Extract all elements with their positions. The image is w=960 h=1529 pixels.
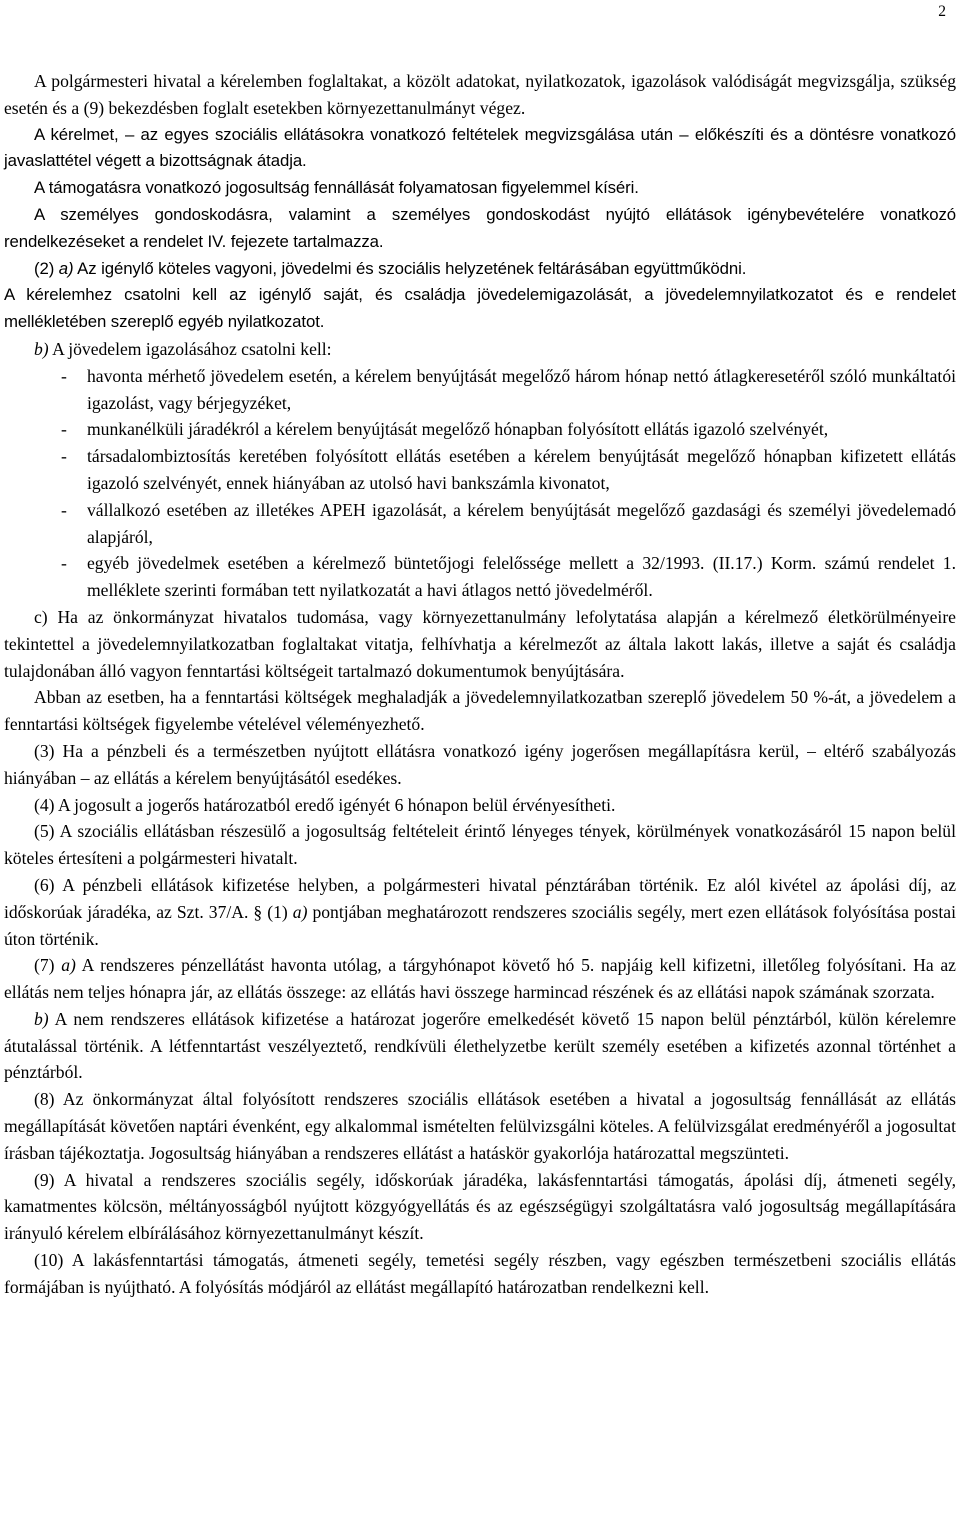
paragraph-5-prefix: (2) (34, 258, 59, 278)
list-item: - egyéb jövedelmek esetében a kérelmező büntetőjogi felelőssége mellett a 32/1993. (II.17.) Korm. számú rendelet 1. melléklete szerinti formában tett nyilatkozatát a havi átlagos nettó jövedelméről. (87, 550, 956, 604)
page-number: 2 (938, 3, 946, 20)
paragraph-16: (8) Az önkormányzat által folyósított rendszeres szociális ellátások esetében a hivatal a jogosultság fennállását az ellátás megállapítását követően naptári évenként, egy alkalommal ismételten felülvizsgálni köteles. A felülvizsgálat eredményéről a jogosultat írásban tájékoztatja. Jogosultság hiányában a rendszeres ellátást a hatáskör gyakorlója határozattal megszünteti. (4, 1089, 956, 1163)
paragraph-15 (4, 1006, 956, 1086)
paragraph-3: A támogatásra vonatkozó jogosultság fennállását folyamatosan figyelemmel kíséri. (34, 178, 639, 198)
paragraph-6: A kérelemhez csatolni kell az igénylő saját, és családja jövedelemigazolását, a jövedelemnyilatkozatot és e rendelet mellékletében szereplő egyéb nyilatkozatot. (4, 285, 956, 332)
document-list (4, 363, 956, 604)
document-body (4, 68, 956, 1301)
list-item: - havonta mérhető jövedelem esetén, a kérelem benyújtását megelőző három hónap nettó átlagkeresetéről szóló munkáltatói igazolást, vagy bérjegyzéket, (87, 363, 956, 417)
paragraph-15-text: A nem rendszeres ellátások kifizetése a határozat jogerőre emelkedését követő 15 napon belül pénztárból, külön kérelemre átutalással történik. A létfenntartást veszélyeztető, rendkívüli élethelyzetbe került személy esetében a kifizetés azonnal történhet a pénztárból. (4, 1008, 956, 1083)
list-item: - vállalkozó esetében az illetékes APEH igazolását, a kérelem benyújtását megelőző gazdasági és személyi jövedelemadó alapjáról, (87, 497, 956, 551)
paragraph-8: c) Ha az önkormányzat hivatalos tudomása, vagy környezettanulmány lefolytatása alapján a kérelmező életkörülményeire tekintettel a jövedelemnyilatkozatban foglaltakat vitatja, felhívhatja a kérelmezőt az általa lakott lakás, illetve a saját és családja tulajdonában álló vagyon fenntartási költségeit tartalmazó dokumentumok benyújtására. (4, 606, 956, 681)
paragraph-10: (3) Ha a pénzbeli és a természetben nyújtott ellátásra vonatkozó igény jogerősen megállapításra kerül, – eltérő szabályozás hiányában – az ellátás a kérelem benyújtásától esedékes. (4, 740, 956, 788)
paragraph-7-point: b) (34, 338, 49, 359)
paragraph-11: (4) A jogosult a jogerős határozatból eredő igényét 6 hónapon belül érvényesítheti. (34, 794, 616, 815)
paragraph-13-text-a: (6) A pénzbeli ellátások kifizetése helyben, a polgármesteri hivatal pénztárában történik. Ez alól kivétel az ápolási díj, az időskorúak járadéka, az Szt. 37/A. § (1) (4, 874, 956, 922)
paragraph-15-point: b) (34, 1008, 49, 1029)
paragraph-14-prefix: (7) (34, 955, 62, 976)
paragraph-12: (5) A szociális ellátásban részesülő a jogosultság feltételeit érintő lényeges tények, körülmények vonatkozásáról 15 napon belül köteles értesíteni a polgármesteri hivatalt. (4, 821, 956, 869)
list-item: - társadalombiztosítás keretében folyósított ellátás esetében a kérelem benyújtását megelőző hónapban kifizetett ellátás igazoló szelvényét, ennek hiányában az utolsó havi bankszámla kivonatot, (87, 443, 956, 497)
paragraph-13-point: a) (292, 901, 308, 922)
paragraph-14-point: a) (61, 955, 76, 976)
paragraph-5-point: a) (58, 258, 74, 278)
paragraph-2: A kérelmet, – az egyes szociális ellátásokra vonatkozó feltételek megvizsgálása után – előkészíti és a döntésre vonatkozó javaslattétel végett a bizottságnak átadja. (4, 124, 956, 171)
paragraph-7 (4, 336, 956, 363)
paragraph-14-text: A rendszeres pénzellátást havonta utólag, a tárgyhónapot követő hó 5. napjáig kell kifizetni, illetőleg folyósítani. Ha az ellátás nem teljes hónapra jár, az ellátás összege: az ellátás havi összege harmincad részének és az ellátási napok számának szorzata. (4, 955, 956, 1003)
paragraph-13 (4, 872, 956, 952)
list-item: - munkanélküli járadékról a kérelem benyújtását megelőző hónapban folyósított ellátás igazoló szelvényét, (87, 416, 956, 443)
paragraph-17: (9) A hivatal a rendszeres szociális segély, időskorúak járadéka, lakásfenntartási támogatás, ápolási díj, átmeneti segély, kamatmentes kölcsön, méltányosságból nyújtott közgyógyellátás és az egészségügyi szolgáltatásra való jogosultság megállapítására irányuló kérelem elbírálásához környezettanulmányt készít. (4, 1169, 956, 1244)
paragraph-9: Abban az esetben, ha a fenntartási költségek meghaladják a jövedelemnyilatkozatban szereplő jövedelem 50 %-át, a jövedelem a fenntartási költségek figyelembe vételével véleményezhető. (4, 687, 956, 735)
paragraph-4: A személyes gondoskodásra, valamint a személyes gondoskodást nyújtó ellátások igénybevételére vonatkozó rendelkezéseket a rendelet IV. fejezete tartalmazza. (4, 204, 956, 251)
paragraph-13-text-b: pontjában meghatározott rendszeres szociális segély, mert ezen ellátások folyósítása postai úton történik. (4, 901, 956, 949)
paragraph-18: (10) A lakásfenntartási támogatás, átmeneti segély, temetési segély részben, vagy egészben természetbeni szociális ellátás formájában is nyújtható. A folyósítás módjáról az ellátást megállapító határozatban rendelkezni kell. (4, 1250, 956, 1297)
paragraph-5-text: Az igénylő köteles vagyoni, jövedelmi és szociális helyzetének feltárásában együttműködni. (73, 258, 747, 278)
paragraph-5 (4, 256, 956, 283)
paragraph-1: A polgármesteri hivatal a kérelemben foglaltakat, a közölt adatokat, nyilatkozatok, igazolások valódiságát megvizsgálja, szükség esetén és a (9) bekezdésben foglalt esetekben környezettanulmányt végez. (4, 71, 956, 118)
paragraph-7-text: A jövedelem igazolásához csatolni kell: (48, 338, 332, 359)
paragraph-14 (4, 952, 956, 1006)
